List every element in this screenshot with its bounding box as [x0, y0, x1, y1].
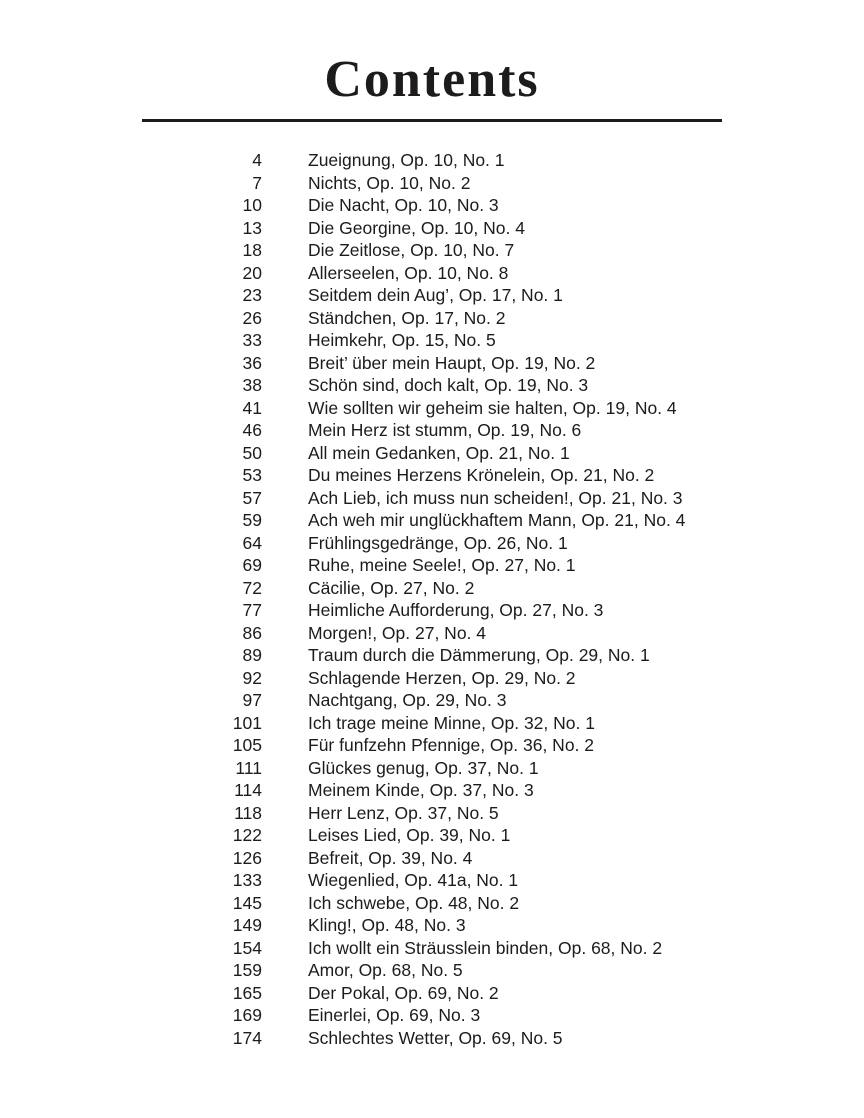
toc-song-title: Amor, Op. 68, No. 5	[308, 960, 463, 980]
toc-entry	[0, 239, 864, 262]
toc-list	[0, 149, 864, 1049]
toc-page-number: 101	[232, 712, 262, 733]
toc-entry	[0, 487, 864, 510]
toc-song-title: Seitdem dein Aug’, Op. 17, No. 1	[308, 285, 563, 305]
toc-entry	[0, 532, 864, 555]
toc-page-number: 36	[242, 352, 262, 373]
toc-entry	[0, 824, 864, 847]
toc-song-title: Morgen!, Op. 27, No. 4	[308, 622, 487, 643]
toc-song-title: Meinem Kinde, Op. 37, No. 3	[308, 780, 534, 800]
toc-entry	[0, 329, 864, 352]
toc-song-title: Zueignung, Op. 10, No. 1	[308, 150, 505, 170]
toc-song-title: Die Georgine, Op. 10, No. 4	[308, 217, 525, 238]
toc-page-number: 13	[242, 217, 262, 238]
toc-song-title: Für funfzehn Pfennige, Op. 36, No. 2	[308, 735, 595, 755]
toc-song-title: Einerlei, Op. 69, No. 3	[308, 1005, 481, 1025]
toc-page-number: 174	[232, 1027, 262, 1048]
toc-page-number: 59	[242, 510, 262, 530]
toc-entry	[0, 464, 864, 487]
toc-entry	[0, 397, 864, 420]
toc-song-title: Ständchen, Op. 17, No. 2	[308, 307, 506, 328]
toc-entry	[0, 869, 864, 892]
toc-song-title: Ich wollt ein Sträusslein binden, Op. 68, No. 2	[308, 937, 663, 958]
toc-song-title: Ach weh mir unglückhaftem Mann, Op. 21, No. 4	[308, 510, 686, 530]
toc-page-number: 118	[234, 802, 262, 823]
toc-entry	[0, 689, 864, 712]
toc-page-number: 159	[232, 960, 262, 980]
toc-page-number: 122	[232, 825, 262, 845]
toc-entry	[0, 734, 864, 757]
toc-entry	[0, 262, 864, 285]
toc-song-title: Ich trage meine Minne, Op. 32, No. 1	[308, 712, 595, 733]
toc-song-title: Wie sollten wir geheim sie halten, Op. 19, No. 4	[308, 397, 677, 418]
toc-page-number: 86	[242, 622, 262, 643]
toc-page-number: 69	[242, 555, 262, 575]
toc-entry	[0, 959, 864, 982]
toc-song-title: Befreit, Op. 39, No. 4	[308, 847, 473, 868]
toc-page-number: 50	[242, 442, 262, 463]
toc-page-number: 165	[232, 982, 262, 1003]
toc-entry	[0, 644, 864, 667]
toc-song-title: Die Zeitlose, Op. 10, No. 7	[308, 240, 515, 260]
toc-entry	[0, 554, 864, 577]
toc-entry	[0, 149, 864, 172]
toc-page-number: 20	[242, 262, 262, 283]
toc-song-title: Heimkehr, Op. 15, No. 5	[308, 330, 496, 350]
toc-page-number: 72	[242, 577, 262, 598]
toc-page-number: 53	[242, 465, 262, 485]
toc-entry	[0, 712, 864, 735]
toc-song-title: Heimliche Aufforderung, Op. 27, No. 3	[308, 600, 604, 620]
toc-song-title: Schlagende Herzen, Op. 29, No. 2	[308, 667, 576, 688]
toc-entry	[0, 509, 864, 532]
toc-page-number: 38	[242, 375, 262, 395]
toc-entry	[0, 307, 864, 330]
toc-entry	[0, 599, 864, 622]
toc-page-number: 23	[242, 285, 262, 305]
toc-entry	[0, 577, 864, 600]
toc-song-title: Leises Lied, Op. 39, No. 1	[308, 825, 511, 845]
toc-song-title: Cäcilie, Op. 27, No. 2	[308, 577, 475, 598]
toc-page-number: 7	[252, 172, 262, 193]
toc-song-title: Frühlingsgedränge, Op. 26, No. 1	[308, 532, 568, 553]
toc-song-title: Breit’ über mein Haupt, Op. 19, No. 2	[308, 352, 596, 373]
toc-entry	[0, 892, 864, 915]
toc-song-title: Ich schwebe, Op. 48, No. 2	[308, 892, 520, 913]
toc-song-title: Die Nacht, Op. 10, No. 3	[308, 195, 499, 215]
toc-entry	[0, 982, 864, 1005]
toc-song-title: Schlechtes Wetter, Op. 69, No. 5	[308, 1027, 563, 1048]
toc-entry	[0, 667, 864, 690]
toc-entry	[0, 914, 864, 937]
toc-entry	[0, 352, 864, 375]
toc-page-number: 41	[242, 397, 262, 418]
toc-song-title: Wiegenlied, Op. 41a, No. 1	[308, 870, 519, 890]
toc-song-title: All mein Gedanken, Op. 21, No. 1	[308, 442, 570, 463]
toc-entry	[0, 937, 864, 960]
toc-entry	[0, 419, 864, 442]
toc-song-title: Allerseelen, Op. 10, No. 8	[308, 262, 509, 283]
toc-entry	[0, 374, 864, 397]
toc-page-number: 89	[242, 645, 262, 665]
page-title: Contents	[324, 51, 540, 108]
toc-page-number: 149	[232, 915, 262, 935]
toc-song-title: Glückes genug, Op. 37, No. 1	[308, 757, 539, 778]
toc-page-number: 145	[232, 892, 262, 913]
toc-page-number: 4	[252, 150, 262, 170]
toc-song-title: Du meines Herzens Krönelein, Op. 21, No. 2	[308, 465, 655, 485]
toc-song-title: Kling!, Op. 48, No. 3	[308, 915, 466, 935]
toc-entry	[0, 847, 864, 870]
toc-song-title: Traum durch die Dämmerung, Op. 29, No. 1	[308, 645, 650, 665]
toc-entry	[0, 1004, 864, 1027]
toc-page-number: 97	[242, 690, 262, 710]
toc-page-number: 64	[242, 532, 262, 553]
toc-page-number: 26	[242, 307, 262, 328]
toc-page-number: 169	[232, 1005, 262, 1025]
toc-song-title: Nachtgang, Op. 29, No. 3	[308, 690, 507, 710]
toc-page-number: 114	[234, 780, 262, 800]
toc-song-title: Der Pokal, Op. 69, No. 2	[308, 982, 499, 1003]
toc-song-title: Herr Lenz, Op. 37, No. 5	[308, 802, 499, 823]
toc-song-title: Ach Lieb, ich muss nun scheiden!, Op. 21, No. 3	[308, 487, 683, 508]
toc-entry	[0, 622, 864, 645]
toc-entry	[0, 802, 864, 825]
toc-song-title: Ruhe, meine Seele!, Op. 27, No. 1	[308, 555, 576, 575]
toc-page-number: 154	[232, 937, 262, 958]
toc-entry	[0, 172, 864, 195]
toc-page-number: 92	[242, 667, 262, 688]
toc-entry	[0, 194, 864, 217]
toc-page-number: 111	[235, 757, 262, 778]
title-rule	[142, 119, 722, 122]
toc-entry	[0, 284, 864, 307]
toc-page-number: 18	[242, 240, 262, 260]
toc-song-title: Nichts, Op. 10, No. 2	[308, 172, 471, 193]
toc-entry	[0, 217, 864, 240]
toc-entry	[0, 757, 864, 780]
toc-page-number: 126	[232, 847, 262, 868]
toc-page-number: 77	[242, 600, 262, 620]
toc-page-number: 133	[232, 870, 262, 890]
toc-song-title: Schön sind, doch kalt, Op. 19, No. 3	[308, 375, 589, 395]
toc-page-number: 33	[242, 330, 262, 350]
toc-page-number: 46	[242, 420, 262, 440]
toc-page-number: 105	[232, 735, 262, 755]
toc-page-number: 10	[242, 195, 262, 215]
toc-song-title: Mein Herz ist stumm, Op. 19, No. 6	[308, 420, 582, 440]
toc-entry	[0, 442, 864, 465]
toc-entry	[0, 1027, 864, 1050]
toc-entry	[0, 779, 864, 802]
toc-page-number: 57	[242, 487, 262, 508]
